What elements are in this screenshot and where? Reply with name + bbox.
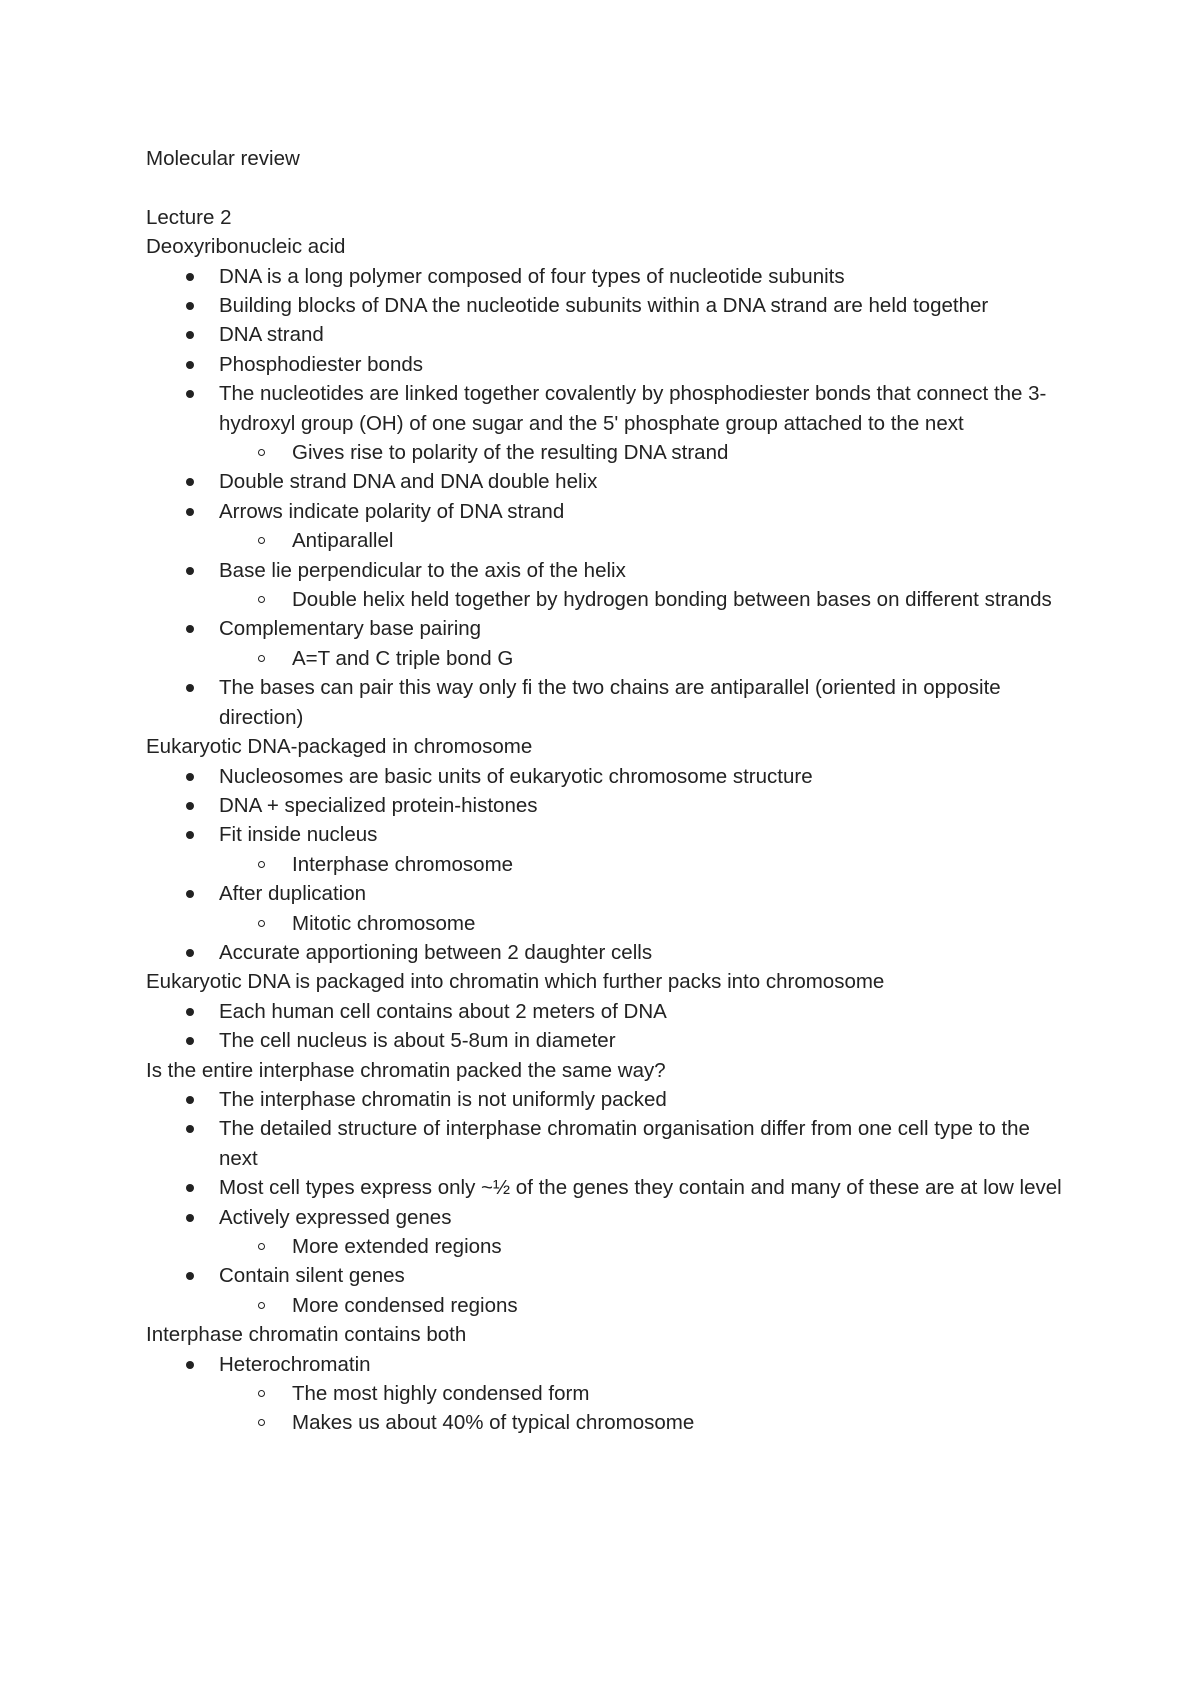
sub-list-item: Double helix held together by hydrogen bonding between bases on different strands bbox=[146, 585, 1066, 614]
list-item: Base lie perpendicular to the axis of the helix bbox=[146, 556, 1066, 585]
document-title: Molecular review bbox=[146, 147, 300, 170]
sub-list-item: A=T and C triple bond G bbox=[146, 644, 1066, 673]
list-item: Nucleosomes are basic units of eukaryotic chromosome structure bbox=[146, 762, 1066, 791]
document-body bbox=[146, 144, 1066, 1438]
bullet-list bbox=[146, 262, 1066, 733]
sub-list-item: The most highly condensed form bbox=[146, 1379, 1066, 1408]
sub-list-item: Gives rise to polarity of the resulting DNA strand bbox=[146, 438, 1066, 467]
sub-list-item: Interphase chromosome bbox=[146, 850, 1066, 879]
list-item: The nucleotides are linked together covalently by phosphodiester bonds that connect the 3-hydroxyl group (OH) of one sugar and the 5' phosphate group attached to the next bbox=[146, 379, 1066, 438]
list-item: Arrows indicate polarity of DNA strand bbox=[146, 497, 1066, 526]
bullet-list bbox=[146, 1350, 1066, 1438]
list-item: Phosphodiester bonds bbox=[146, 350, 1066, 379]
section-heading: Lecture 2 bbox=[146, 205, 232, 229]
spacer bbox=[146, 173, 1066, 202]
bullet-list bbox=[146, 1085, 1066, 1320]
list-item: Fit inside nucleus bbox=[146, 820, 1066, 849]
list-item: After duplication bbox=[146, 879, 1066, 908]
sub-list-item: Makes us about 40% of typical chromosome bbox=[146, 1408, 1066, 1437]
sub-list-item: More extended regions bbox=[146, 1232, 1066, 1261]
list-item: DNA strand bbox=[146, 320, 1066, 349]
list-item: Building blocks of DNA the nucleotide subunits within a DNA strand are held together bbox=[146, 291, 1066, 320]
list-item: Actively expressed genes bbox=[146, 1203, 1066, 1232]
list-item: Double strand DNA and DNA double helix bbox=[146, 467, 1066, 496]
list-item: The interphase chromatin is not uniformly packed bbox=[146, 1085, 1066, 1114]
section-heading: Deoxyribonucleic acid bbox=[146, 235, 346, 259]
sub-list-item: Mitotic chromosome bbox=[146, 909, 1066, 938]
section-heading: Interphase chromatin contains both bbox=[146, 1323, 467, 1347]
list-item: Heterochromatin bbox=[146, 1350, 1066, 1379]
list-item: The cell nucleus is about 5-8um in diameter bbox=[146, 1026, 1066, 1055]
list-item: DNA is a long polymer composed of four types of nucleotide subunits bbox=[146, 262, 1066, 291]
list-item: Most cell types express only ~½ of the genes they contain and many of these are at low level bbox=[146, 1173, 1066, 1202]
list-item: Complementary base pairing bbox=[146, 614, 1066, 643]
section-heading: Eukaryotic DNA-packaged in chromosome bbox=[146, 735, 533, 759]
sections-container bbox=[146, 203, 1066, 1438]
section-heading: Eukaryotic DNA is packaged into chromatin which further packs into chromosome bbox=[146, 970, 885, 994]
section-heading: Is the entire interphase chromatin packed the same way? bbox=[146, 1058, 666, 1082]
list-item: Contain silent genes bbox=[146, 1261, 1066, 1290]
list-item: Accurate apportioning between 2 daughter cells bbox=[146, 938, 1066, 967]
list-item: The detailed structure of interphase chromatin organisation differ from one cell type to the next bbox=[146, 1114, 1066, 1173]
list-item: Each human cell contains about 2 meters of DNA bbox=[146, 997, 1066, 1026]
bullet-list bbox=[146, 762, 1066, 968]
sub-list-item: Antiparallel bbox=[146, 526, 1066, 555]
sub-list-item: More condensed regions bbox=[146, 1291, 1066, 1320]
bullet-list bbox=[146, 997, 1066, 1056]
list-item: The bases can pair this way only fi the two chains are antiparallel (oriented in opposite direction) bbox=[146, 673, 1066, 732]
list-item: DNA + specialized protein-histones bbox=[146, 791, 1066, 820]
